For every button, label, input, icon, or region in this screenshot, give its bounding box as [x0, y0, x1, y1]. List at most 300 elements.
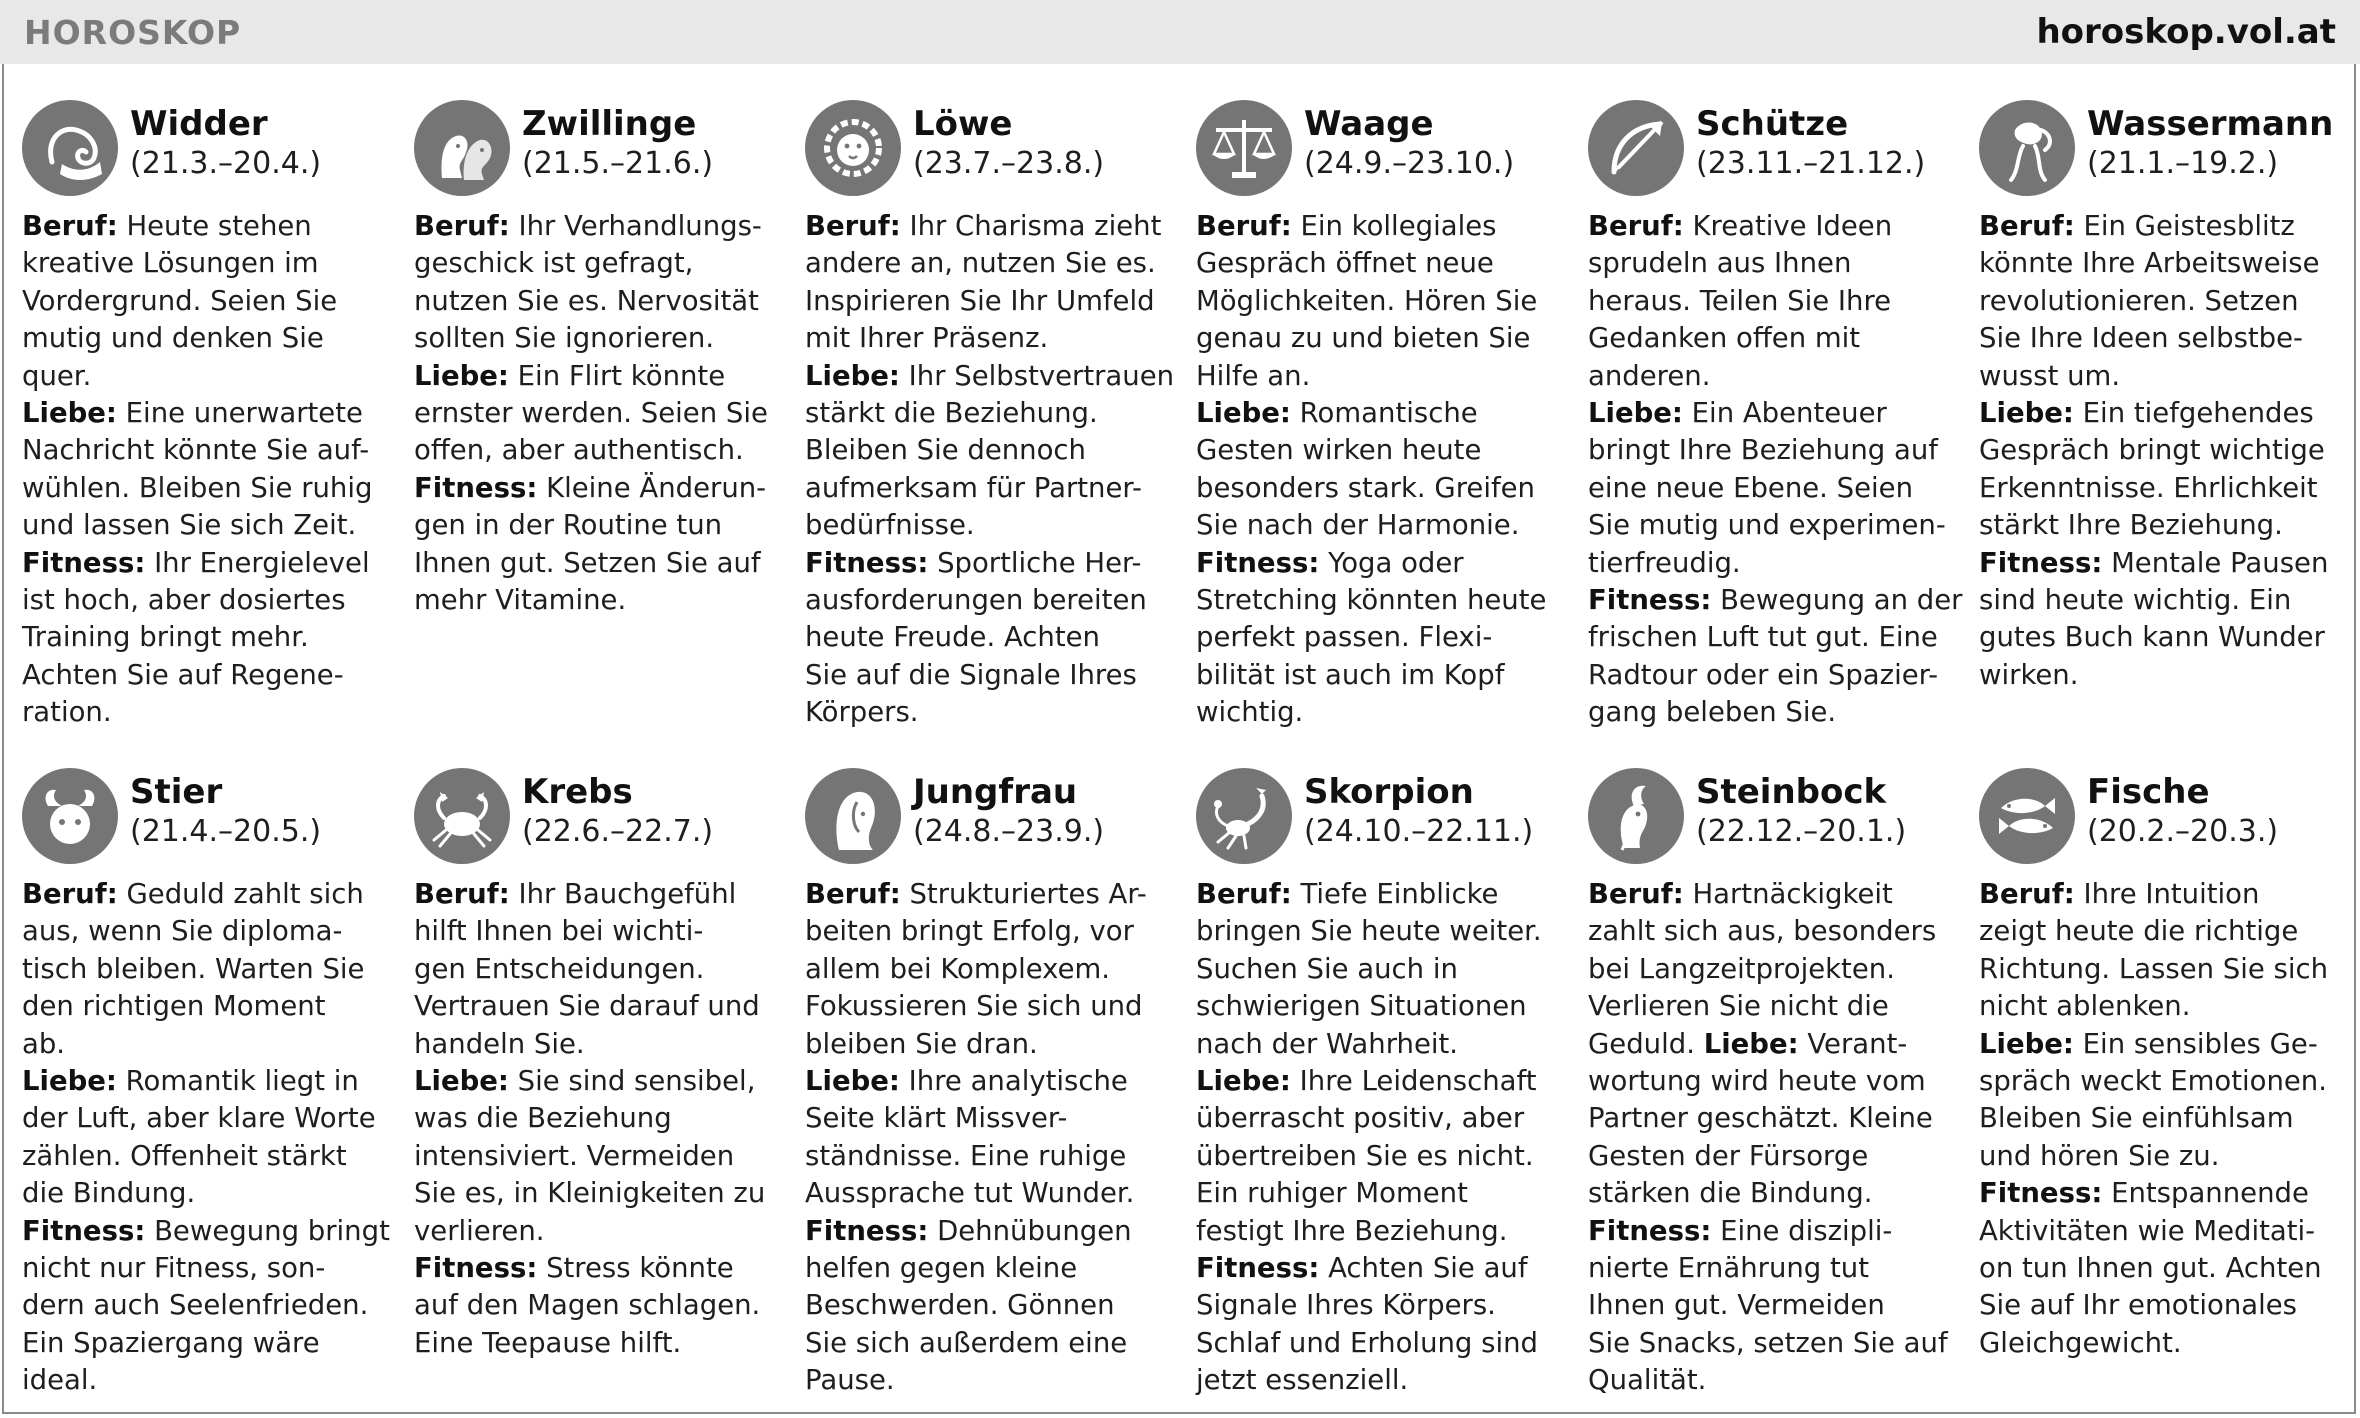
- text-line: [1196, 951, 1566, 988]
- horoscope-text: [1979, 876, 2349, 1362]
- text-line: [1588, 913, 1958, 950]
- text-segment: nierte Ernährung tut: [1588, 1252, 1870, 1285]
- text-line: [1588, 1213, 1958, 1250]
- text-line: [1588, 1100, 1958, 1137]
- text-segment: Gespräch öffnet neue: [1196, 247, 1494, 280]
- category-label: Fitness:: [805, 1214, 929, 1247]
- text-line: [1196, 432, 1566, 469]
- text-line: [805, 470, 1175, 507]
- zodiac-date-range: (23.11.–21.12.): [1696, 146, 1926, 181]
- text-line: [22, 432, 392, 469]
- text-segment: festigt Ihre Beziehung.: [1196, 1214, 1508, 1247]
- leo-lion-icon: [805, 100, 901, 196]
- text-segment: Ein Spaziergang wäre: [22, 1326, 320, 1359]
- text-segment: Signale Ihres Körpers.: [1196, 1289, 1496, 1322]
- text-line: [1979, 988, 2349, 1025]
- text-segment: gen in der Routine tun: [414, 509, 723, 542]
- text-line: [1196, 545, 1566, 582]
- text-line: [414, 507, 784, 544]
- category-label: Beruf:: [1979, 210, 2075, 242]
- text-segment: Schlaf und Erholung sind: [1196, 1326, 1538, 1359]
- text-line: [22, 245, 392, 282]
- text-segment: allem bei Komplexem.: [805, 952, 1111, 985]
- text-segment: Ihre Intuition: [2074, 878, 2260, 910]
- text-line: [1196, 1063, 1566, 1100]
- text-line: [805, 1287, 1175, 1324]
- zodiac-card: [1979, 768, 2349, 1362]
- zodiac-date-range: (22.6.–22.7.): [522, 814, 714, 849]
- zodiac-card: [22, 768, 392, 1400]
- text-line: [805, 245, 1175, 282]
- text-line: [1588, 470, 1958, 507]
- text-segment: mit Ihrer Präsenz.: [805, 322, 1049, 355]
- text-segment: ständnisse. Eine ruhige: [805, 1139, 1127, 1172]
- text-segment: Gespräch bringt wichtige: [1979, 434, 2325, 467]
- text-line: [414, 988, 784, 1025]
- category-label: Beruf:: [1588, 878, 1684, 910]
- category-label: Liebe:: [1196, 397, 1291, 430]
- text-segment: Sie Ihre Ideen selbstbe-: [1979, 322, 2303, 355]
- zodiac-card-header: [1979, 100, 2349, 204]
- category-label: Liebe:: [1588, 397, 1683, 430]
- text-line: [22, 1175, 392, 1212]
- zodiac-date-range: (21.3.–20.4.): [130, 146, 322, 181]
- text-segment: tierfreudig.: [1588, 546, 1741, 579]
- category-label: Fitness:: [22, 1214, 146, 1247]
- zodiac-sign-name: Wassermann: [2087, 104, 2334, 144]
- text-segment: Ihr Energielevel: [145, 546, 370, 579]
- text-line: [1588, 619, 1958, 656]
- text-line: [1588, 1362, 1958, 1399]
- text-line: [1588, 1175, 1958, 1212]
- text-line: [1979, 432, 2349, 469]
- text-line: [1979, 876, 2349, 913]
- category-label: Liebe:: [805, 1065, 900, 1098]
- zodiac-card: [1196, 768, 1566, 1400]
- text-segment: Inspirieren Sie Ihr Umfeld: [805, 284, 1155, 317]
- text-line: [414, 1026, 784, 1063]
- text-line: [1196, 1213, 1566, 1250]
- text-line: [1979, 545, 2349, 582]
- text-line: [1588, 507, 1958, 544]
- text-line: [414, 432, 784, 469]
- text-segment: dern auch Seelenfrieden.: [22, 1289, 369, 1322]
- zodiac-card: [414, 100, 784, 619]
- zodiac-date-range: (24.9.–23.10.): [1304, 146, 1515, 181]
- text-segment: zählen. Offenheit stärkt: [22, 1139, 347, 1172]
- category-label: Beruf:: [414, 878, 510, 910]
- text-segment: Gedanken offen mit: [1588, 322, 1861, 355]
- text-line: [1588, 1063, 1958, 1100]
- text-segment: andere an, nutzen Sie es.: [805, 247, 1156, 280]
- text-line: [1196, 913, 1566, 950]
- text-line: [805, 1325, 1175, 1362]
- text-line: [1588, 283, 1958, 320]
- text-line: [22, 395, 392, 432]
- text-line: [1196, 582, 1566, 619]
- text-line: [22, 1138, 392, 1175]
- text-segment: mutig und denken Sie: [22, 322, 324, 355]
- text-segment: jetzt essenziell.: [1196, 1364, 1409, 1397]
- virgo-maiden-icon: [805, 768, 901, 864]
- text-segment: Eine Teepause hilft.: [414, 1326, 682, 1359]
- text-line: [414, 208, 784, 245]
- zodiac-card-header: [1588, 100, 1958, 204]
- text-line: [22, 1325, 392, 1362]
- text-segment: Ihre analytische: [899, 1065, 1128, 1098]
- text-segment: Vordergrund. Seien Sie: [22, 284, 338, 317]
- text-line: [1588, 358, 1958, 395]
- text-line: [1588, 1250, 1958, 1287]
- text-segment: anderen.: [1588, 359, 1711, 392]
- capricorn-goat-icon: [1588, 768, 1684, 864]
- text-segment: Sie sind sensibel,: [508, 1065, 756, 1098]
- text-line: [414, 1287, 784, 1324]
- text-line: [1979, 358, 2349, 395]
- site-url: horoskop.vol.at: [2036, 12, 2336, 52]
- text-segment: gutes Buch kann Wunder: [1979, 621, 2325, 654]
- text-line: [805, 1100, 1175, 1137]
- text-line: [1588, 1026, 1958, 1063]
- text-segment: bringt Ihre Beziehung auf: [1588, 434, 1938, 467]
- taurus-bull-icon: [22, 768, 118, 864]
- text-line: [1196, 1100, 1566, 1137]
- category-label: Fitness:: [1196, 546, 1320, 579]
- zodiac-sign-name: Krebs: [522, 772, 633, 812]
- text-line: [1588, 657, 1958, 694]
- text-line: [414, 358, 784, 395]
- zodiac-card-header: [1196, 768, 1566, 872]
- zodiac-sign-name: Zwillinge: [522, 104, 697, 144]
- category-label: Beruf:: [1979, 878, 2075, 910]
- text-segment: Kleine Änderun-: [537, 471, 767, 504]
- text-segment: bei Langzeitprojekten.: [1588, 952, 1895, 985]
- text-segment: Gleichgewicht.: [1979, 1326, 2182, 1359]
- text-segment: Achten Sie auf Regene-: [22, 658, 344, 691]
- text-segment: frischen Luft tut gut. Eine: [1588, 621, 1938, 654]
- text-segment: wusst um.: [1979, 359, 2121, 392]
- category-label: Beruf:: [414, 210, 510, 242]
- text-segment: Bewegung bringt: [145, 1214, 390, 1247]
- text-line: [1196, 619, 1566, 656]
- text-line: [1588, 1325, 1958, 1362]
- text-line: [414, 913, 784, 950]
- text-line: [22, 694, 392, 731]
- text-segment: ausforderungen bereiten: [805, 584, 1147, 617]
- horoscope-text: [414, 876, 784, 1362]
- text-segment: on tun Ihnen gut. Achten: [1979, 1252, 2322, 1285]
- text-line: [805, 988, 1175, 1025]
- text-line: [805, 876, 1175, 913]
- zodiac-card-header: [1979, 768, 2349, 872]
- category-label: Fitness:: [414, 1252, 538, 1285]
- text-line: [414, 395, 784, 432]
- text-segment: Möglichkeiten. Hören Sie: [1196, 284, 1538, 317]
- text-segment: was die Beziehung: [414, 1102, 672, 1135]
- text-segment: Ein ruhiger Moment: [1196, 1177, 1468, 1210]
- zodiac-card: [1588, 768, 1958, 1400]
- category-label: Beruf:: [1196, 210, 1292, 242]
- text-segment: Seite klärt Missver-: [805, 1102, 1068, 1135]
- text-segment: Sie Snacks, setzen Sie auf: [1588, 1326, 1948, 1359]
- text-line: [22, 545, 392, 582]
- text-segment: wichtig.: [1196, 696, 1304, 729]
- text-line: [414, 582, 784, 619]
- text-line: [1979, 951, 2349, 988]
- category-label: Beruf:: [805, 878, 901, 910]
- text-line: [1196, 876, 1566, 913]
- category-label: Fitness:: [1588, 584, 1712, 617]
- zodiac-sign-name: Waage: [1304, 104, 1434, 144]
- zodiac-date-range: (21.1.–19.2.): [2087, 146, 2279, 181]
- text-segment: eine neue Ebene. Seien: [1588, 471, 1914, 504]
- text-segment: Ihr Bauchgefühl: [509, 878, 737, 910]
- text-line: [22, 913, 392, 950]
- text-line: [414, 320, 784, 357]
- text-segment: geschick ist gefragt,: [414, 247, 694, 280]
- text-segment: den richtigen Moment: [22, 990, 326, 1023]
- text-line: [805, 1026, 1175, 1063]
- text-line: [414, 951, 784, 988]
- text-segment: Ihnen gut. Setzen Sie auf: [414, 546, 761, 579]
- text-line: [1979, 245, 2349, 282]
- text-line: [1979, 582, 2349, 619]
- aquarius-water-bearer-icon: [1979, 100, 2075, 196]
- text-line: [1196, 358, 1566, 395]
- cancer-crab-icon: [414, 768, 510, 864]
- text-line: [22, 582, 392, 619]
- text-segment: sind heute wichtig. Ein: [1979, 584, 2292, 617]
- text-segment: Ihr Selbstvertrauen: [899, 359, 1175, 392]
- text-segment: und lassen Sie sich Zeit.: [22, 509, 357, 542]
- text-segment: Erkenntnisse. Ehrlichkeit: [1979, 471, 2318, 504]
- category-label: Fitness:: [1979, 546, 2103, 579]
- text-line: [805, 1213, 1175, 1250]
- text-line: [1196, 1325, 1566, 1362]
- text-segment: helfen gegen kleine: [805, 1252, 1078, 1285]
- text-segment: Strukturiertes Ar-: [900, 878, 1147, 910]
- text-segment: Aussprache tut Wunder.: [805, 1177, 1135, 1210]
- text-line: [805, 395, 1175, 432]
- text-segment: Ein Geistesblitz: [2074, 210, 2295, 242]
- text-segment: Hartnäckigkeit: [1683, 878, 1893, 910]
- zodiac-card: [1979, 100, 2349, 694]
- text-line: [414, 1250, 784, 1287]
- text-line: [805, 1362, 1175, 1399]
- text-segment: sollten Sie ignorieren.: [414, 322, 715, 355]
- text-segment: verlieren.: [414, 1214, 545, 1247]
- text-line: [805, 283, 1175, 320]
- text-segment: Eine unerwartete: [116, 397, 363, 430]
- text-segment: zeigt heute die richtige: [1979, 915, 2299, 948]
- text-segment: mehr Vitamine.: [414, 584, 627, 617]
- zodiac-card: [414, 768, 784, 1362]
- text-line: [1196, 1175, 1566, 1212]
- scorpio-scorpion-icon: [1196, 768, 1292, 864]
- text-line: [1196, 694, 1566, 731]
- text-segment: Entspannende: [2102, 1177, 2309, 1210]
- text-line: [1979, 1250, 2349, 1287]
- category-label: Beruf:: [22, 878, 118, 910]
- zodiac-card: [1196, 100, 1566, 732]
- horoscope-text: [22, 208, 392, 732]
- category-label: Liebe:: [22, 397, 117, 430]
- text-segment: Ihnen gut. Vermeiden: [1588, 1289, 1885, 1322]
- text-segment: genau zu und bieten Sie: [1196, 322, 1531, 355]
- text-line: [22, 208, 392, 245]
- text-segment: Ein Flirt könnte: [508, 359, 726, 392]
- text-segment: gen Entscheidungen.: [414, 952, 705, 985]
- text-line: [22, 951, 392, 988]
- text-line: [1979, 619, 2349, 656]
- text-segment: übertreiben Sie es nicht.: [1196, 1139, 1534, 1172]
- text-line: [414, 876, 784, 913]
- zodiac-card-header: [805, 768, 1175, 872]
- text-segment: Pause.: [805, 1364, 895, 1397]
- text-segment: Hilfe an.: [1196, 359, 1311, 392]
- text-segment: revolutionieren. Setzen: [1979, 284, 2299, 317]
- text-segment: stärkt die Beziehung.: [805, 397, 1098, 430]
- text-segment: handeln Sie.: [414, 1027, 585, 1060]
- text-line: [414, 1325, 784, 1362]
- zodiac-date-range: (24.10.–22.11.): [1304, 814, 1534, 849]
- text-line: [1979, 1287, 2349, 1324]
- text-segment: Tiefe Einblicke: [1291, 878, 1499, 910]
- text-segment: Stress könnte: [537, 1252, 734, 1285]
- text-line: [1979, 1175, 2349, 1212]
- text-line: [1979, 395, 2349, 432]
- text-segment: Dehnübungen: [928, 1214, 1132, 1247]
- zodiac-sign-name: Löwe: [913, 104, 1013, 144]
- text-line: [1979, 470, 2349, 507]
- text-line: [22, 988, 392, 1025]
- text-segment: wühlen. Bleiben Sie ruhig: [22, 471, 373, 504]
- text-segment: Radtour oder ein Spazier-: [1588, 658, 1939, 691]
- zodiac-card-header: [414, 768, 784, 872]
- text-line: [22, 657, 392, 694]
- category-label: Beruf:: [805, 210, 901, 242]
- zodiac-card: [805, 768, 1175, 1400]
- text-segment: bilität ist auch im Kopf: [1196, 658, 1505, 691]
- text-line: [414, 1213, 784, 1250]
- text-segment: Gesten wirken heute: [1196, 434, 1482, 467]
- text-line: [1588, 208, 1958, 245]
- text-segment: Romantische: [1290, 397, 1478, 430]
- text-line: [805, 432, 1175, 469]
- horoscope-text: [22, 876, 392, 1400]
- text-line: [1196, 320, 1566, 357]
- text-line: [1196, 1287, 1566, 1324]
- text-line: [1979, 1138, 2349, 1175]
- text-segment: Stretching könnten heute: [1196, 584, 1547, 617]
- zodiac-card-header: [1588, 768, 1958, 872]
- text-line: [1979, 1026, 2349, 1063]
- zodiac-sign-name: Steinbock: [1696, 772, 1887, 812]
- text-segment: gang beleben Sie.: [1588, 696, 1837, 729]
- zodiac-card-header: [22, 100, 392, 204]
- text-line: [805, 507, 1175, 544]
- text-segment: bleiben Sie dran.: [805, 1027, 1038, 1060]
- text-segment: Kreative Ideen: [1683, 210, 1893, 242]
- text-segment: ist hoch, aber dosiertes: [22, 584, 346, 617]
- text-line: [1588, 395, 1958, 432]
- text-line: [414, 545, 784, 582]
- pisces-fish-icon: [1979, 768, 2075, 864]
- text-line: [1196, 507, 1566, 544]
- text-segment: Geduld zahlt sich: [117, 878, 364, 910]
- text-line: [1979, 283, 2349, 320]
- text-segment: intensiviert. Vermeiden: [414, 1139, 735, 1172]
- text-segment: Bewegung an der: [1711, 584, 1963, 617]
- text-segment: quer.: [22, 359, 92, 392]
- text-segment: könnte Ihre Arbeitsweise: [1979, 247, 2320, 280]
- text-line: [1196, 657, 1566, 694]
- text-line: [414, 1138, 784, 1175]
- zodiac-sign-name: Fische: [2087, 772, 2210, 812]
- text-segment: nicht nur Fitness, son-: [22, 1252, 326, 1285]
- text-line: [414, 1100, 784, 1137]
- text-line: [805, 320, 1175, 357]
- text-segment: Körpers.: [805, 696, 919, 729]
- aries-ram-icon: [22, 100, 118, 196]
- text-line: [1588, 245, 1958, 282]
- text-segment: und hören Sie zu.: [1979, 1139, 2220, 1172]
- text-line: [1196, 988, 1566, 1025]
- text-segment: Sie auf die Signale Ihres: [805, 658, 1137, 691]
- sagittarius-archer-icon: [1588, 100, 1684, 196]
- horoscope-text: [1979, 208, 2349, 694]
- text-line: [1979, 657, 2349, 694]
- horoscope-text: [1588, 208, 1963, 732]
- text-line: [22, 1026, 392, 1063]
- zodiac-card: [805, 100, 1175, 732]
- text-line: [1196, 1138, 1566, 1175]
- text-segment: Training bringt mehr.: [22, 621, 309, 654]
- category-label: Fitness:: [1588, 1214, 1712, 1247]
- page-title: HOROSKOP: [24, 12, 242, 52]
- zodiac-card-header: [805, 100, 1175, 204]
- text-segment: ration.: [22, 696, 112, 729]
- text-segment: Nachricht könnte Sie auf-: [22, 434, 370, 467]
- text-segment: Sie mutig und experimen-: [1588, 509, 1946, 542]
- text-line: [805, 1138, 1175, 1175]
- text-segment: stärkt Ihre Beziehung.: [1979, 509, 2283, 542]
- text-line: [1588, 876, 1958, 913]
- text-line: [1979, 320, 2349, 357]
- gemini-twins-icon: [414, 100, 510, 196]
- zodiac-date-range: (21.5.–21.6.): [522, 146, 714, 181]
- text-segment: nutzen Sie es. Nervosität: [414, 284, 759, 317]
- text-line: [1588, 694, 1958, 731]
- text-segment: bringen Sie heute weiter.: [1196, 915, 1542, 948]
- text-line: [22, 876, 392, 913]
- text-segment: Bleiben Sie dennoch: [805, 434, 1086, 467]
- text-line: [1196, 395, 1566, 432]
- text-segment: wortung wird heute vom: [1588, 1065, 1926, 1098]
- text-segment: stärken die Bindung.: [1588, 1177, 1873, 1210]
- text-segment: kreative Lösungen im: [22, 247, 319, 280]
- category-label: Beruf:: [22, 210, 118, 242]
- text-line: [805, 913, 1175, 950]
- text-line: [1196, 1026, 1566, 1063]
- text-line: [414, 470, 784, 507]
- libra-scales-icon: [1196, 100, 1292, 196]
- text-segment: beiten bringt Erfolg, vor: [805, 915, 1134, 948]
- category-label: Fitness:: [805, 546, 929, 579]
- text-line: [1196, 283, 1566, 320]
- category-label: Liebe:: [1979, 397, 2074, 430]
- text-segment: Eine diszipli-: [1711, 1214, 1893, 1247]
